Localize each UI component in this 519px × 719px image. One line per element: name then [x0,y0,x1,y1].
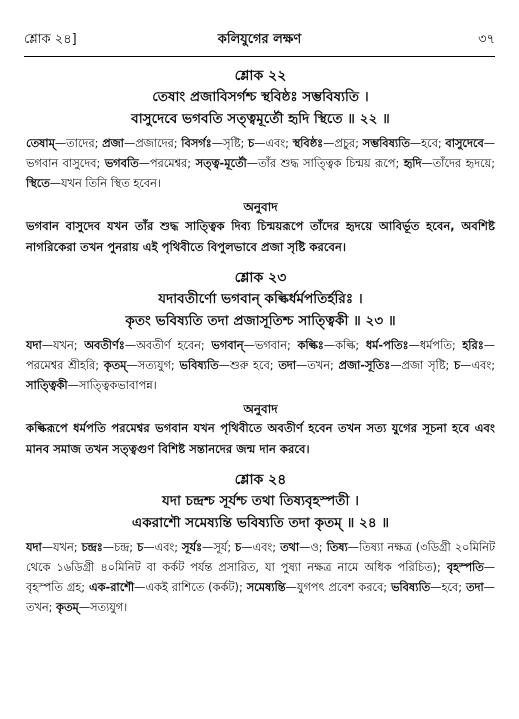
verse-heading: শ্লোক ২২ [234,68,287,84]
word-meaning: যখন [53,541,74,554]
sanskrit-word: তিষ্য [326,541,348,554]
verse-line: বাসুদেবে ভগবতি সত্ত্বমূর্তৌ হৃদি স্থিতে ॥ ২২ ॥ [131,111,390,127]
word-meaning: প্রজাদের [135,137,174,150]
sanskrit-word: ভবিষ্যতি [179,359,219,372]
translation-heading: অনুবাদ [243,402,278,416]
sanskrit-word: হৃদি [403,157,422,170]
word-meaning: হবে [421,137,438,150]
sanskrit-word: প্রজা-সূতিঃ [338,359,391,372]
word-meaning: একই রাশিতে (কর্কট) [145,581,239,594]
verse-heading: শ্লোক ২৩ [234,270,287,286]
verse-line: যদা চন্দ্রশ্চ সূর্যশ্চ তথা তিষ্যবৃহস্পতী । [161,493,359,509]
word-meaning: সূর্য [213,541,228,554]
verse-line: একরাশৌ সমেষ্যন্তি ভবিষ্যতি তদা কৃতম্ ॥ ২৪ ॥ [131,515,390,531]
word-meanings: তেষাম্—তাদের; প্রজা—প্রজাদের; বিসর্গঃ—সৃষ্টি; চ—এবং; স্থবিষ্ঠঃ—প্রচুর; সম্ভবিষ্যতি—হবে; বাসুদেবে—ভগবান বাসুদেব; ভগবতি—পরমেশ্বর; সত্ত্ব-মূর্তৌ—তাঁর শুদ্ধ সাত্ত্বিক চিন্ময় রূপে; হৃদি—তাঁদের হৃদয়ে; স্থিতে—যখন তিনি স্থিত হবেন। [26,137,496,190]
word-meaning: হবে [441,581,459,594]
header-rule [24,56,495,57]
sanskrit-word: বিসর্গঃ [181,137,212,150]
sanskrit-word: স্থিতে [26,177,50,190]
word-meaning: শুরু হবে [229,359,270,372]
word-meaning: কল্কি [335,339,356,352]
word-meaning: এবং [252,541,273,554]
page-content [26,64,495,628]
word-meaning: চন্দ্র [114,541,130,554]
sanskrit-word: চ [454,359,461,372]
sanskrit-word: সত্ত্ব-মূর্তৌ [195,157,247,170]
verse-line: কৃতং ভবিষ্যতি তদা প্রজাসূতিশ্চ সাত্ত্বিকী ॥ ২৩ ॥ [125,313,396,329]
word-meaning: যখন [53,339,74,352]
sanskrit-word: বাসুদেবে [445,137,484,150]
sanskrit-word: যদা [26,541,42,554]
word-meaning: সাত্ত্বিকভাবাপন্ন। [78,379,157,392]
verse-range-label: শ্লোক ২৪] [24,32,77,47]
word-meaning: তিষ্যা নক্ষত্র (৩ডিগ্রী ২০মিনিট থেকে ১৬ডিগ্রী ৪০মিনিট বা কর্কট পর্যন্ত প্রসারিত, যা পুষ্যা নক্ষত্র নামে অধিক পরিচিত) [26,541,496,574]
word-meaning: তাদের [66,137,95,150]
sanskrit-word: চ [248,137,255,150]
sanskrit-word: চ [137,541,144,554]
sanskrit-word: হরিঃ [462,339,484,352]
sanskrit-word: সম্ভবিষ্যতি [362,137,410,150]
sanskrit-word: বৃহস্পতি [446,561,484,574]
verse-line: যদাবতীর্ণো ভগবান্ কল্কির্ধর্মপতির্হরিঃ । [158,291,363,307]
word-meanings: যদা—যখন; চন্দ্রঃ—চন্দ্র; চ—এবং; সূর্যঃ—সূর্য; চ—এবং; তথা—ও; তিষ্য—তিষ্যা নক্ষত্র (৩ডিগ্রী ২০মিনিট থেকে ১৬ডিগ্রী ৪০মিনিট বা কর্কট পর্যন্ত প্রসারিত, যা পুষ্যা নক্ষত্র নামে অধিক পরিচিত); বৃহস্পতি—বৃহস্পতি গ্রহ; এক-রাশৌ—একই রাশিতে (কর্কট); সমেষ্যন্তি—যুগপৎ প্রবেশ করবে; ভবিষ্যতি—হবে; তদা—তখন; কৃতম্—সত্যযুগ। [26,541,496,614]
translation-text: কল্কিরূপে ধর্মপতি পরমেশ্বর ভগবান যখন পৃথিবীতে অবতীর্ণ হবেন তখন সত্য যুগের সূচনা হবে এবং মানব সমাজ তখন সত্ত্বগুণ বিশিষ্ট সন্তানদের জন্ম দান করবে। [26,421,495,456]
sanskrit-word: ভবিষ্যতি [391,581,431,594]
word-meaning: ধর্মপতি [419,339,452,352]
verse-section-22 [26,66,495,258]
sanskrit-word: তদা [278,359,296,372]
sanskrit-word: তদা [465,581,484,594]
translation-text: ভগবান বাসুদেব যখন তাঁর শুদ্ধ সাত্ত্বিক দিব্য চিন্ময়রূপে তাঁদের হৃদয়ে আবির্ভূত হবেন, অবশিষ্ট নাগরিকেরা তখন পুনরায় এই পৃথিবীতে বিপুলভাবে প্রজা সৃষ্টি করবেন। [26,219,495,254]
verse-line: তেষাং প্রজাবিসর্গশ্চ স্থবিষ্ঠঃ সম্ভবিষ্যতি । [152,89,369,105]
sanskrit-word: সূর্যঃ [182,541,203,554]
sanskrit-word: স্থবিষ্ঠঃ [292,137,324,150]
sanskrit-word: চ [235,541,242,554]
word-meaning: ভগবান বাসুদেব [26,157,97,170]
sanskrit-word: কল্কিঃ [297,339,324,352]
sanskrit-word: অবতীর্ণঃ [84,339,125,352]
sanskrit-word: তথা [280,541,300,554]
sanskrit-word: প্রজা [102,137,124,150]
word-meaning: তখন [26,601,49,614]
word-meaning: তাঁর শুদ্ধ সাত্ত্বিক চিন্ময় রূপে [258,157,396,170]
sanskrit-word: সাত্ত্বিকী [26,379,68,392]
sanskrit-word: যদা [26,339,42,352]
sanskrit-word: ধর্ম-পতিঃ [365,339,409,352]
chapter-title: কলিযুগের লক্ষণ [217,32,302,47]
page-header [24,30,495,52]
verse-section-23 [26,268,495,460]
word-meaning: এবং [471,359,492,372]
translation-heading: অনুবাদ [243,200,278,214]
verse-heading: শ্লোক ২৪ [234,472,287,488]
word-meaning: বৃহস্পতি গ্রহ [26,581,82,594]
sanskrit-word: কৃতম্ [103,359,127,372]
word-meaning: ও [310,541,319,554]
word-meaning: অবতীর্ণ হবেন [136,339,201,352]
word-meaning: প্রজা সৃষ্টি [401,359,446,372]
word-meaning: যখন তিনি স্থিত হবেন। [61,177,161,190]
word-meaning: তাঁদের হৃদয়ে [432,157,492,170]
word-meaning: সত্যযুগ [137,359,171,372]
sanskrit-word: ভগবতি [104,157,139,170]
word-meaning: তখন [307,359,330,372]
word-meaning: এবং [265,137,286,150]
word-meaning: পরমেশ্বর শ্রীহরি [26,359,96,372]
sanskrit-word: সমেষ্যন্তি [246,581,286,594]
page-number: ৩৭ [478,32,495,47]
word-meanings: যদা—যখন; অবতীর্ণঃ—অবতীর্ণ হবেন; ভগবান্—ভগবান; কল্কিঃ—কল্কি; ধর্ম-পতিঃ—ধর্মপতি; হরিঃ—পরমেশ্বর শ্রীহরি; কৃতম্—সত্যযুগ; ভবিষ্যতি—শুরু হবে; তদা—তখন; প্রজা-সূতিঃ—প্রজা সৃষ্টি; চ—এবং; সাত্ত্বিকী—সাত্ত্বিকভাবাপন্ন। [26,339,496,392]
sanskrit-word: তেষাম্ [26,137,55,150]
word-meaning: সৃষ্টি [223,137,241,150]
word-meaning: প্রচুর [334,137,356,150]
word-meaning: এবং [154,541,175,554]
sanskrit-word: কৃতম্ [56,601,79,614]
word-meaning: সত্যযুগ। [90,601,128,614]
word-meaning: পরমেশ্বর [149,157,188,170]
word-meaning: যুগপৎ প্রবেশ করবে [296,581,384,594]
word-meaning: ভগবান [254,339,287,352]
sanskrit-word: চন্দ্রঃ [81,541,103,554]
sanskrit-word: এক-রাশৌ [89,581,135,594]
verse-section-24 [26,470,495,618]
sanskrit-word: ভগবান্ [211,339,244,352]
